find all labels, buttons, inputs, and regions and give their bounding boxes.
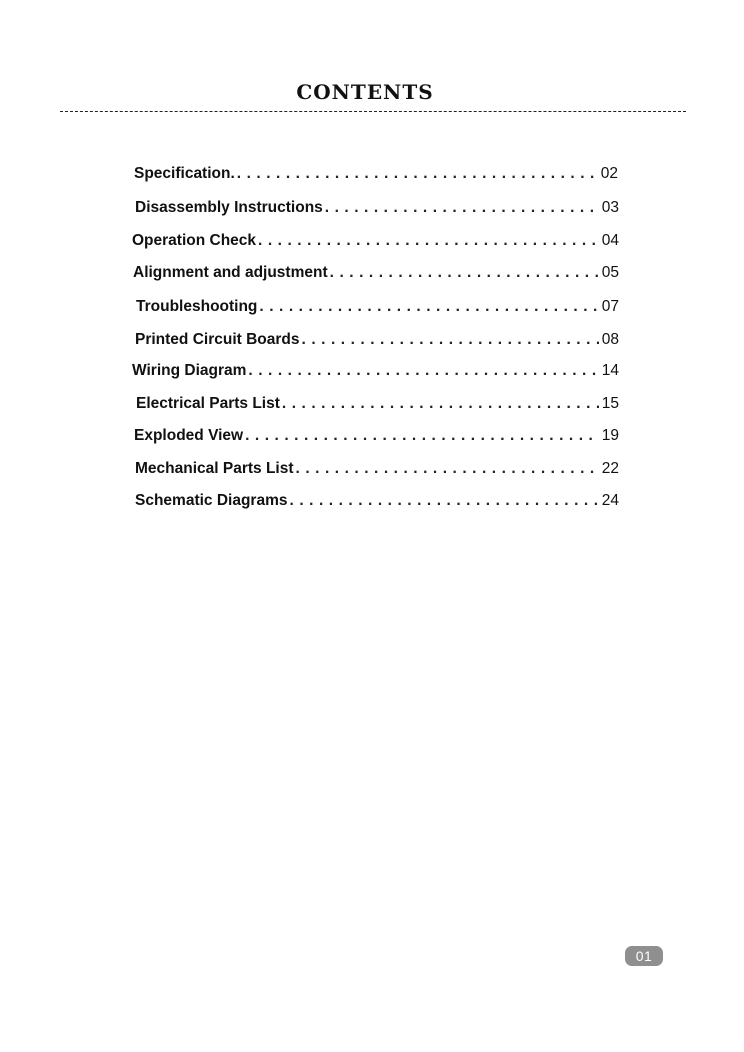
toc-entry-page: 04 bbox=[601, 232, 619, 249]
toc-entry-label: Disassembly Instructions bbox=[135, 199, 323, 216]
toc-entry[interactable] bbox=[132, 230, 619, 252]
toc-leader-dots bbox=[280, 393, 599, 415]
toc-entry[interactable] bbox=[133, 262, 619, 284]
toc-entry[interactable] bbox=[136, 393, 619, 415]
toc-leader-dots bbox=[294, 458, 599, 480]
toc-leader-dots bbox=[235, 163, 598, 185]
toc-entry-label: Schematic Diagrams bbox=[135, 492, 288, 509]
toc-entry[interactable] bbox=[134, 163, 618, 185]
toc-leader-dots bbox=[243, 425, 599, 447]
toc-entry-page: 08 bbox=[601, 331, 619, 348]
toc-entry-label: Operation Check bbox=[132, 232, 257, 249]
toc-entry[interactable] bbox=[134, 425, 619, 447]
toc-entry[interactable] bbox=[135, 490, 619, 512]
toc-leader-dots bbox=[288, 490, 599, 512]
toc-entry[interactable] bbox=[135, 458, 619, 480]
page-title: CONTENTS bbox=[296, 80, 434, 104]
toc-entry-label: Mechanical Parts List bbox=[135, 460, 294, 477]
toc-entry-label: Electrical Parts List bbox=[136, 395, 280, 412]
toc-entry[interactable] bbox=[135, 197, 619, 219]
toc-entry-page: 14 bbox=[601, 362, 619, 379]
toc-leader-dots bbox=[328, 262, 599, 284]
toc-entry-page: 22 bbox=[601, 460, 619, 477]
toc-entry-page: 24 bbox=[601, 492, 619, 509]
toc-entry[interactable] bbox=[136, 296, 619, 318]
page-number-badge: 01 bbox=[625, 946, 663, 966]
toc-entry-label: Alignment and adjustment bbox=[133, 264, 328, 281]
toc-leader-dots bbox=[323, 197, 599, 219]
toc-entry[interactable] bbox=[132, 360, 619, 382]
toc-entry-page: 03 bbox=[601, 199, 619, 216]
toc-entry-page: 19 bbox=[601, 427, 619, 444]
toc-entry-page: 07 bbox=[601, 298, 619, 315]
toc-leader-dots bbox=[246, 360, 598, 382]
toc-entry-label: Wiring Diagram bbox=[132, 362, 247, 379]
toc-leader-dots bbox=[256, 230, 599, 252]
toc-leader-dots bbox=[300, 329, 599, 351]
toc-entry-page: 15 bbox=[601, 395, 619, 412]
toc-entry-label: Printed Circuit Boards bbox=[135, 331, 300, 348]
toc-entry-label: Exploded View bbox=[134, 427, 244, 444]
toc-entry-label: Troubleshooting bbox=[136, 298, 258, 315]
toc-entry-page: 05 bbox=[601, 264, 619, 281]
toc-leader-dots bbox=[257, 296, 598, 318]
toc-entry[interactable] bbox=[135, 329, 619, 351]
toc-entry-label: Specification. bbox=[134, 165, 235, 182]
toc-entry-page: 02 bbox=[600, 165, 618, 182]
